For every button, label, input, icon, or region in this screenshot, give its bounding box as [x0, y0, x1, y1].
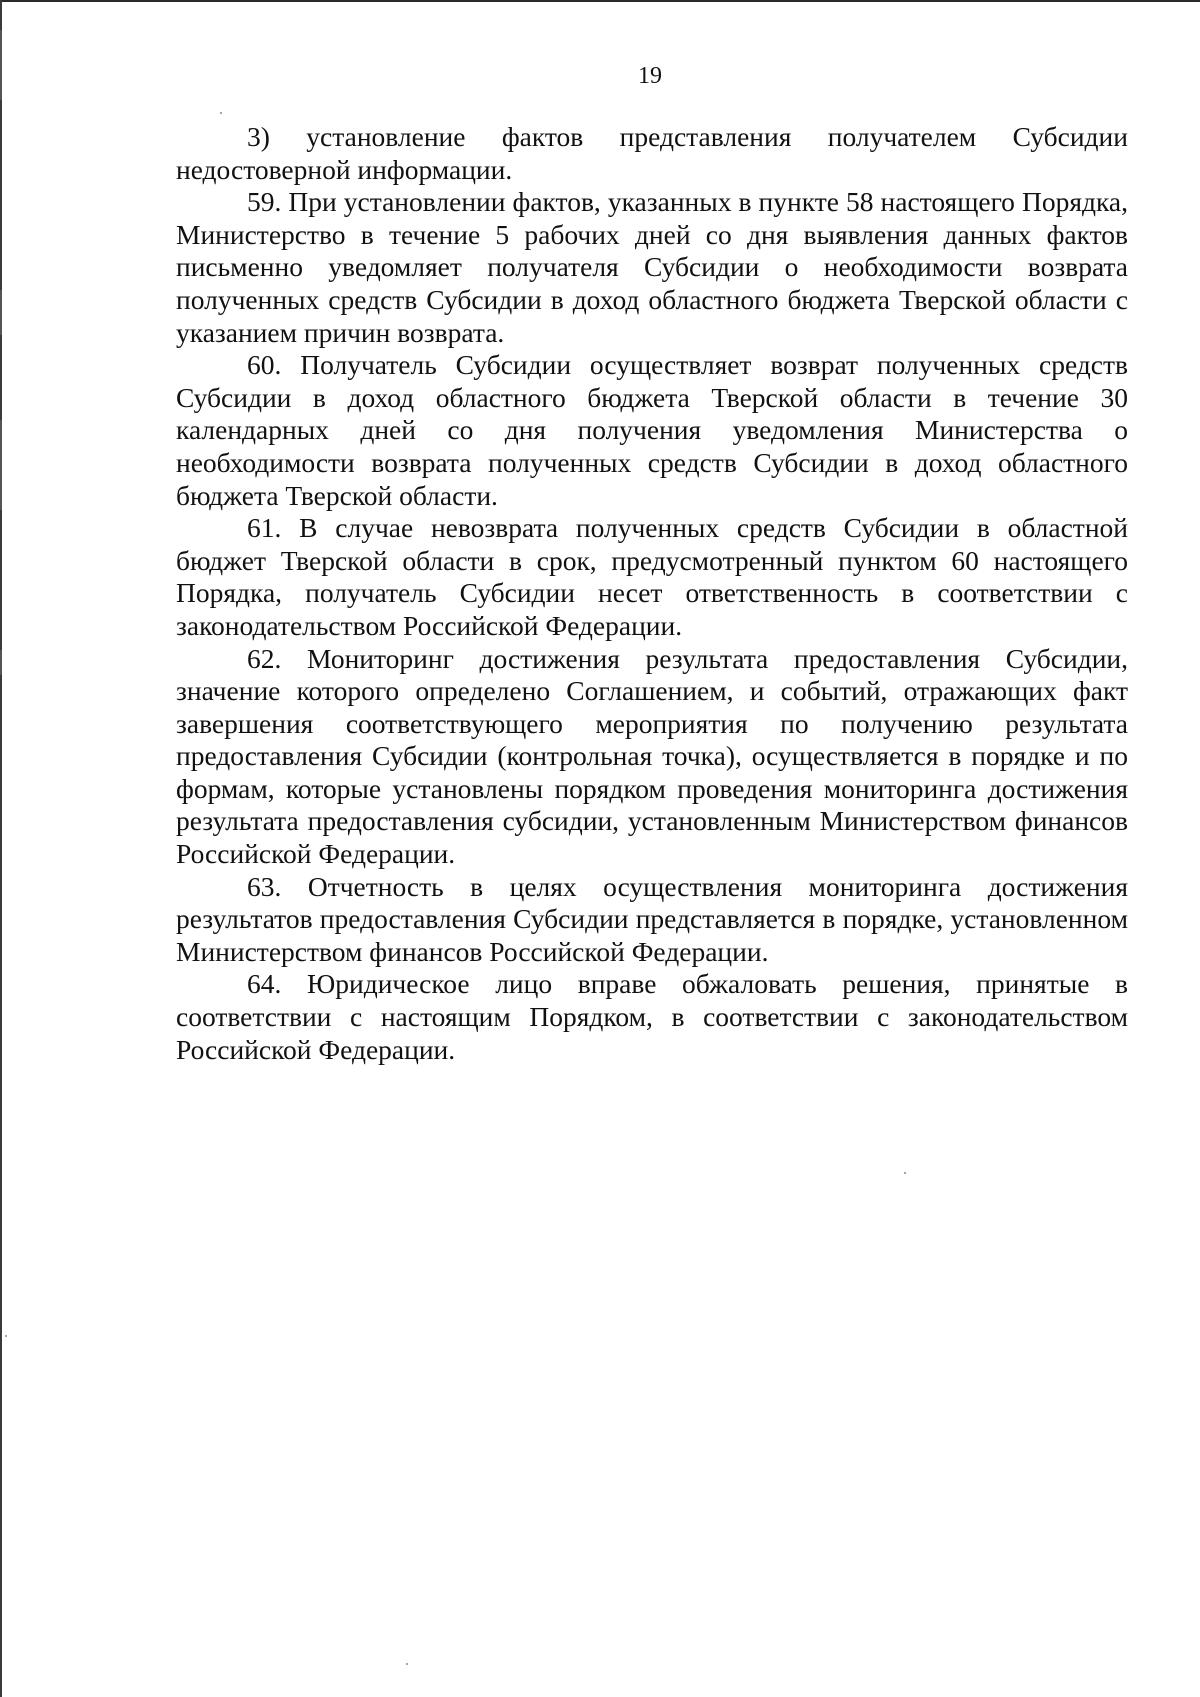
page-number: 19 — [638, 63, 662, 89]
scan-speck — [220, 112, 222, 114]
paragraph-item-3: 3) установление фактов представления получателем Субсидии недостоверной информации. — [176, 121, 1128, 185]
paragraph-59: 59. При установлении фактов, указанных в пункте 58 настоящего Порядка, Министерство в течение 5 рабочих дней со дня выявления данных фактов письменно уведомляет получателя Субсидии о необходимости возврата полученных средств Субсидии в доход областного бюджета Тверской области с указанием причин возврата. — [176, 186, 1128, 348]
scan-mark — [0, 290, 2, 335]
document-body — [176, 121, 1128, 1066]
paragraph-60: 60. Получатель Субсидии осуществляет возврат полученных средств Субсидии в доход областного бюджета Тверской области в течение 30 календарных дней со дня получения уведомления Министерства о необходимости возврата полученных средств Субсидии в доход областного бюджета Тверской области. — [176, 349, 1128, 511]
scan-mark — [0, 420, 2, 510]
paragraph-63: 63. Отчетность в целях осуществления мониторинга достижения результатов предоставления Субсидии представляется в порядке, установленном Министерством финансов Российской Федерации. — [176, 870, 1128, 967]
scan-speck — [5, 1335, 7, 1337]
scan-border-left — [0, 0, 2, 1697]
scan-speck — [904, 1172, 906, 1174]
paragraph-64: 64. Юридическое лицо вправе обжаловать решения, принятые в соответствии с настоящим Порядком, в соответствии с законодательством Российской Федерации. — [176, 968, 1128, 1065]
scan-mark — [0, 650, 2, 675]
paragraph-62: 62. Мониторинг достижения результата предоставления Субсидии, значение которого определено Соглашением, и событий, отражающих факт завершения соответствующего мероприятия по получению результата предоставления Субсидии (контрольная точка), осуществляется в порядке и по формам, которые установлены порядком проведения мониторинга достижения результата предоставления субсидии, установленным Министерством финансов Российской Федерации. — [176, 642, 1128, 870]
scan-border-top — [0, 0, 1200, 2]
scan-speck — [406, 1663, 408, 1665]
paragraph-61: 61. В случае невозврата полученных средств Субсидии в областной бюджет Тверской области в срок, предусмотренный пунктом 60 настоящего Порядка, получатель Субсидии несет ответственность в соответствии с законодательством Российской Федерации. — [176, 512, 1128, 641]
